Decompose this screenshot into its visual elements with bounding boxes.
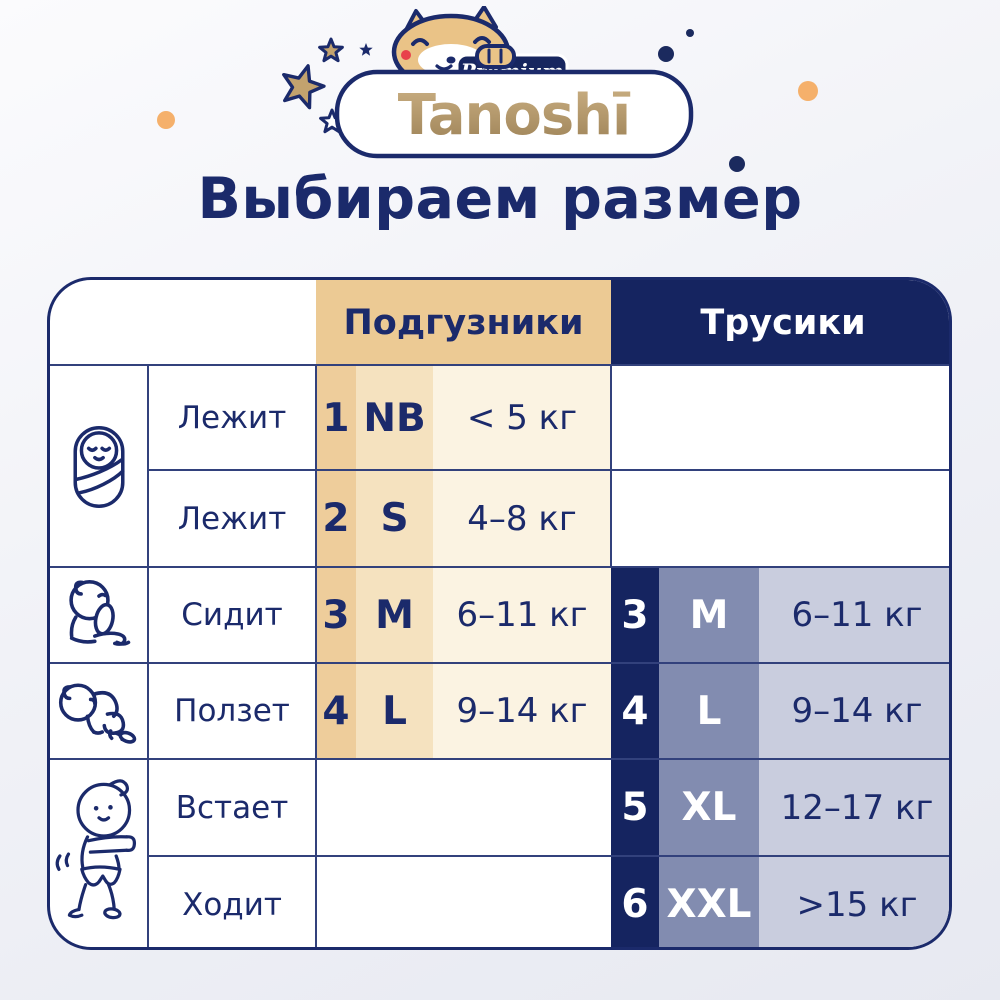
column-header-diapers: Подгузники — [343, 303, 584, 343]
pants-number: 4 — [621, 688, 649, 734]
pants-number: 6 — [621, 882, 649, 927]
diaper-weight: 9–14 кг — [456, 691, 588, 731]
stage-label: Ходит — [182, 886, 282, 923]
pants-weight: 6–11 кг — [791, 595, 923, 635]
stage-label: Лежит — [177, 500, 287, 537]
orange-dot-left — [157, 111, 175, 129]
diaper-size: M — [375, 592, 414, 638]
stage-label: Лежит — [177, 400, 287, 436]
pants-size: XL — [681, 785, 737, 830]
pants-weight: 12–17 кг — [780, 787, 934, 828]
crawling-baby-icon — [52, 668, 144, 754]
diaper-number: 4 — [322, 688, 350, 734]
pants-number: 3 — [621, 592, 649, 638]
diaper-weight: < 5 кг — [466, 398, 578, 438]
pants-number: 5 — [621, 785, 649, 830]
diaper-weight: 6–11 кг — [456, 595, 588, 635]
diaper-number: 3 — [322, 592, 350, 638]
sitting-baby-icon — [56, 570, 142, 660]
column-header-pants: Трусики — [700, 303, 866, 343]
brand-wordmark — [337, 72, 691, 156]
tanoshi-logo — [255, 6, 745, 164]
diaper-weight: 4–8 кг — [467, 498, 577, 539]
orange-dot-right — [798, 81, 818, 101]
diaper-number: 2 — [322, 496, 350, 541]
swaddled-baby-icon — [58, 412, 140, 522]
diaper-size: S — [380, 496, 409, 541]
brand-name: Tanoshī — [397, 83, 631, 148]
pants-weight: >15 кг — [796, 884, 918, 925]
page-title: Выбираем размер — [197, 166, 803, 232]
stage-label: Встает — [175, 789, 289, 826]
standing-baby-icon — [52, 768, 146, 944]
pants-size: XXL — [666, 882, 752, 927]
pants-size: M — [689, 592, 729, 638]
diaper-size: L — [382, 688, 407, 734]
pants-weight: 9–14 кг — [791, 691, 923, 731]
stage-label: Сидит — [181, 597, 283, 633]
pants-size: L — [696, 688, 722, 734]
dog-paw-icon — [477, 46, 514, 67]
diaper-number: 1 — [322, 395, 350, 441]
size-table — [47, 277, 952, 950]
stage-label: Ползет — [174, 693, 290, 729]
diaper-size: NB — [363, 395, 426, 441]
